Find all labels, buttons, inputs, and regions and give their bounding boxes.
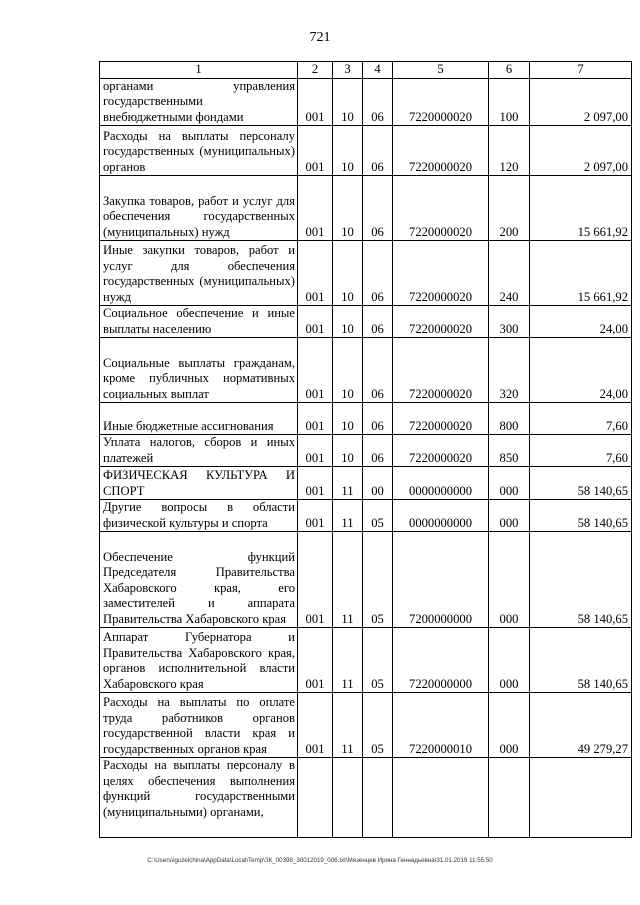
row-name: Закупка товаров, работ и услуг для обеспечения государственных (муниципальных) нужд xyxy=(100,176,298,241)
cell-code-6 xyxy=(489,758,530,838)
cell-code-6: 000 xyxy=(489,532,530,628)
cell-code-3: 11 xyxy=(333,693,363,758)
cell-code-6: 300 xyxy=(489,306,530,338)
cell-amount: 15 661,92 xyxy=(530,241,632,306)
cell-code-3: 11 xyxy=(333,467,363,500)
row-name: ФИЗИЧЕСКАЯ КУЛЬТУРА И СПОРТ xyxy=(100,467,298,500)
cell-code-3: 10 xyxy=(333,78,363,126)
cell-code-3: 10 xyxy=(333,241,363,306)
cell-amount: 24,00 xyxy=(530,306,632,338)
cell-code-5: 7220000020 xyxy=(393,338,489,403)
table-row xyxy=(100,306,632,338)
cell-code-5: 7220000020 xyxy=(393,403,489,435)
cell-amount: 58 140,65 xyxy=(530,532,632,628)
cell-code-2: 001 xyxy=(298,693,333,758)
row-name: Социальные выплаты гражданам, кроме публичных нормативных социальных выплат xyxy=(100,338,298,403)
cell-code-2: 001 xyxy=(298,500,333,532)
column-header: 5 xyxy=(393,62,489,79)
cell-code-2: 001 xyxy=(298,306,333,338)
cell-code-5: 7220000020 xyxy=(393,126,489,176)
cell-code-4: 06 xyxy=(363,338,393,403)
cell-code-6: 800 xyxy=(489,403,530,435)
cell-code-4: 06 xyxy=(363,403,393,435)
column-header: 7 xyxy=(530,62,632,79)
cell-code-6: 000 xyxy=(489,500,530,532)
cell-code-2: 001 xyxy=(298,176,333,241)
table-row xyxy=(100,78,632,126)
cell-code-3: 10 xyxy=(333,126,363,176)
cell-code-6: 000 xyxy=(489,693,530,758)
row-name: Уплата налогов, сборов и иных платежей xyxy=(100,435,298,467)
cell-code-4: 05 xyxy=(363,628,393,693)
table-row xyxy=(100,176,632,241)
cell-code-5 xyxy=(393,758,489,838)
table-row xyxy=(100,758,632,838)
column-header: 3 xyxy=(333,62,363,79)
row-name: Социальное обеспечение и иные выплаты населению xyxy=(100,306,298,338)
cell-code-3: 10 xyxy=(333,403,363,435)
cell-code-3: 10 xyxy=(333,306,363,338)
cell-amount: 2 097,00 xyxy=(530,126,632,176)
row-name: органами управления государственными внебюджетными фондами xyxy=(100,78,298,126)
cell-code-4: 06 xyxy=(363,241,393,306)
cell-code-6: 240 xyxy=(489,241,530,306)
cell-code-2: 001 xyxy=(298,467,333,500)
cell-code-4: 06 xyxy=(363,435,393,467)
column-header: 4 xyxy=(363,62,393,79)
cell-code-4: 06 xyxy=(363,306,393,338)
row-name: Иные бюджетные ассигнования xyxy=(100,403,298,435)
cell-code-4: 05 xyxy=(363,532,393,628)
cell-code-6: 200 xyxy=(489,176,530,241)
cell-code-2: 001 xyxy=(298,403,333,435)
column-header: 1 xyxy=(100,62,298,79)
table-row xyxy=(100,693,632,758)
cell-code-5: 7220000020 xyxy=(393,241,489,306)
cell-code-6: 100 xyxy=(489,78,530,126)
cell-code-3: 11 xyxy=(333,532,363,628)
row-name: Расходы на выплаты персоналу в целях обеспечения выполнения функций государственными (муниципальными) органами, xyxy=(100,758,298,838)
cell-code-2: 001 xyxy=(298,435,333,467)
cell-code-4 xyxy=(363,758,393,838)
row-name: Иные закупки товаров, работ и услуг для обеспечения государственных (муниципальных) нужд xyxy=(100,241,298,306)
table-row xyxy=(100,532,632,628)
cell-code-5: 7220000020 xyxy=(393,306,489,338)
cell-code-4: 00 xyxy=(363,467,393,500)
cell-amount: 7,60 xyxy=(530,403,632,435)
cell-amount: 7,60 xyxy=(530,435,632,467)
table-row xyxy=(100,126,632,176)
table-row xyxy=(100,467,632,500)
cell-code-6: 320 xyxy=(489,338,530,403)
cell-code-5: 0000000000 xyxy=(393,500,489,532)
cell-code-3: 10 xyxy=(333,338,363,403)
cell-code-6: 850 xyxy=(489,435,530,467)
cell-amount xyxy=(530,758,632,838)
table-row xyxy=(100,403,632,435)
cell-amount: 58 140,65 xyxy=(530,467,632,500)
cell-code-3: 10 xyxy=(333,176,363,241)
cell-code-2: 001 xyxy=(298,338,333,403)
table-row xyxy=(100,500,632,532)
table-row xyxy=(100,338,632,403)
cell-code-2 xyxy=(298,758,333,838)
cell-code-4: 05 xyxy=(363,693,393,758)
table-row xyxy=(100,241,632,306)
cell-code-5: 7220000020 xyxy=(393,435,489,467)
cell-code-2: 001 xyxy=(298,532,333,628)
cell-code-2: 001 xyxy=(298,241,333,306)
cell-code-3: 11 xyxy=(333,628,363,693)
cell-code-6: 000 xyxy=(489,467,530,500)
row-name: Расходы на выплаты персоналу государственных (муниципальных) органов xyxy=(100,126,298,176)
cell-code-5: 7200000000 xyxy=(393,532,489,628)
page-number: 721 xyxy=(309,30,331,45)
cell-code-6: 000 xyxy=(489,628,530,693)
column-header: 2 xyxy=(298,62,333,79)
table-row xyxy=(100,435,632,467)
budget-table xyxy=(99,61,632,838)
row-name: Расходы на выплаты по оплате труда работников органов государственной власти края и государственных органов края xyxy=(100,693,298,758)
cell-code-5: 7220000020 xyxy=(393,78,489,126)
row-name: Другие вопросы в области физической культуры и спорта xyxy=(100,500,298,532)
row-name: Обеспечение функций Председателя Правительства Хабаровского края, его заместителей и аппарата Правительства Хабаровского края xyxy=(100,532,298,628)
cell-code-4: 05 xyxy=(363,500,393,532)
cell-amount: 49 279,27 xyxy=(530,693,632,758)
cell-code-6: 120 xyxy=(489,126,530,176)
cell-code-5: 0000000000 xyxy=(393,467,489,500)
cell-code-4: 06 xyxy=(363,78,393,126)
cell-code-3 xyxy=(333,758,363,838)
cell-code-4: 06 xyxy=(363,176,393,241)
cell-code-5: 7220000000 xyxy=(393,628,489,693)
footer-file-path: C:\Users\iguzelchina\AppData\Local\Temp\ЗК_00398_30012019_006.txt\Мезенцев Ирина Геннадьевна\31.01.2019 11:55:50 xyxy=(147,857,493,864)
cell-code-4: 06 xyxy=(363,126,393,176)
row-name: Аппарат Губернатора и Правительства Хабаровского края, органов исполнительной власти Хабаровского края xyxy=(100,628,298,693)
table-header-row xyxy=(100,62,632,79)
cell-code-3: 10 xyxy=(333,435,363,467)
cell-code-5: 7220000020 xyxy=(393,176,489,241)
cell-code-2: 001 xyxy=(298,628,333,693)
cell-amount: 24,00 xyxy=(530,338,632,403)
cell-amount: 15 661,92 xyxy=(530,176,632,241)
cell-amount: 2 097,00 xyxy=(530,78,632,126)
cell-code-2: 001 xyxy=(298,126,333,176)
cell-amount: 58 140,65 xyxy=(530,628,632,693)
table-row xyxy=(100,628,632,693)
cell-code-3: 11 xyxy=(333,500,363,532)
cell-amount: 58 140,65 xyxy=(530,500,632,532)
cell-code-5: 7220000010 xyxy=(393,693,489,758)
cell-code-2: 001 xyxy=(298,78,333,126)
column-header: 6 xyxy=(489,62,530,79)
